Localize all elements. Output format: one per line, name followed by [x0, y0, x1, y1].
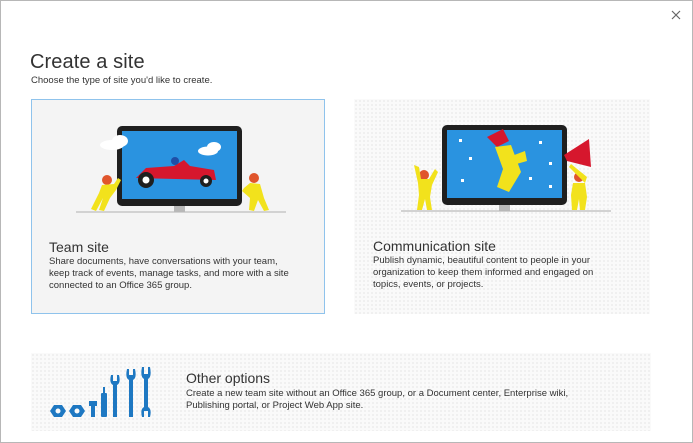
communication-site-description: [373, 255, 593, 291]
communication-site-desc-line: Publish dynamic, beautiful content to people in your: [373, 255, 591, 266]
communication-site-desc-line: organization to keep them informed and engaged on: [373, 267, 594, 278]
team-site-card[interactable]: [31, 99, 325, 314]
other-options-desc-line: Publishing portal, or Project Web App site.: [186, 400, 364, 411]
team-site-title: Team site: [49, 239, 109, 255]
other-options-card[interactable]: [31, 353, 651, 431]
communication-site-illustration: [399, 117, 614, 222]
other-options-title: Other options: [186, 370, 271, 386]
dialog-subtitle: Choose the type of site you'd like to create.: [31, 75, 213, 86]
team-site-desc-line: keep track of events, manage tasks, and more with a site: [49, 268, 289, 279]
other-options-description: [186, 388, 568, 412]
communication-site-title: Communication site: [373, 238, 496, 254]
communication-site-desc-line: topics, events, or projects.: [373, 279, 484, 290]
communication-site-card[interactable]: [354, 99, 650, 314]
close-icon: [665, 4, 687, 26]
dialog-title: Create a site: [30, 51, 145, 73]
other-options-desc-line: Create a new team site without an Office 365 group, or a Document center, Enterprise wiki,: [186, 388, 569, 399]
team-site-desc-line: connected to an Office 365 group.: [49, 280, 192, 291]
tools-icon: [48, 363, 163, 419]
team-site-description: [49, 256, 289, 292]
close-button[interactable]: [665, 4, 687, 26]
team-site-desc-line: Share documents, have conversations with your team,: [49, 256, 278, 267]
team-site-illustration: [74, 118, 289, 223]
